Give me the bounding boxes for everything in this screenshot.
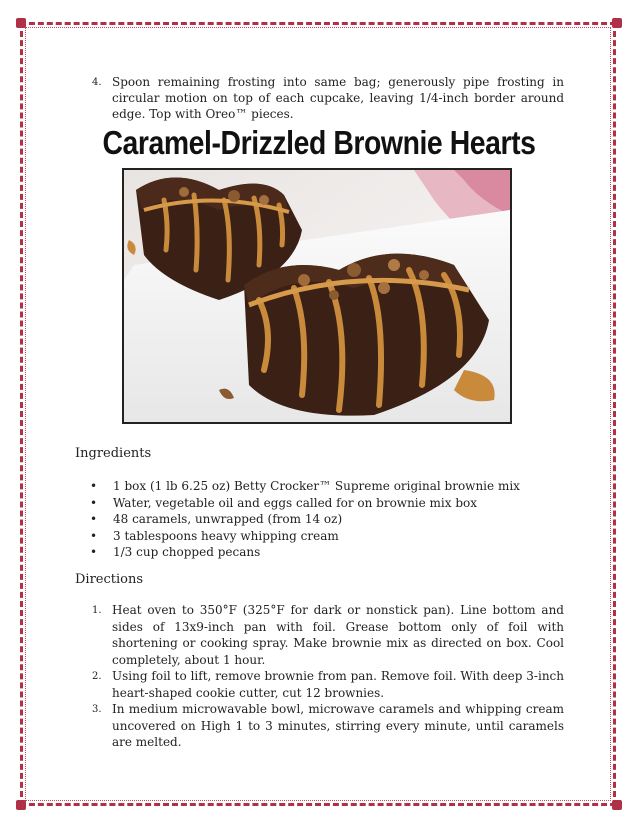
ingredient-item: • 3 tablespoons heavy whipping cream: [90, 528, 570, 545]
step-number: 2.: [92, 671, 102, 682]
recipe-title: Caramel-Drizzled Brownie Hearts: [102, 124, 536, 161]
step-text: In medium microwavable bowl, microwave caramels and whipping cream uncovered on High 1 to 3 minutes, stirring every minute, until caramels are melted.: [112, 702, 564, 749]
recipe-photo: [122, 168, 512, 424]
border-corner-ornament: [612, 18, 622, 28]
ingredient-list: [90, 478, 570, 561]
ingredient-item: • 1/3 cup chopped pecans: [90, 544, 570, 561]
ingredient-item: • Water, vegetable oil and eggs called for on brownie mix box: [90, 495, 570, 512]
step-number: 3.: [92, 704, 102, 715]
border-corner-ornament: [612, 800, 622, 810]
step-text: Spoon remaining frosting into same bag; generously pipe frosting in circular motion on top of each cupcake, leaving 1/4-inch border around edge. Top with Oreo™ pieces.: [112, 75, 564, 121]
continued-step-list: [92, 74, 564, 122]
ingredient-item: • 48 caramels, unwrapped (from 14 oz): [90, 511, 570, 528]
continued-step: [92, 74, 564, 122]
ingredient-item: • 1 box (1 lb 6.25 oz) Betty Crocker™ Supreme original brownie mix: [90, 478, 570, 495]
direction-step: [92, 602, 564, 668]
ingredients-heading: Ingredients: [75, 446, 152, 461]
step-number: 4.: [92, 77, 102, 88]
step-text: Using foil to lift, remove brownie from pan. Remove foil. With deep 3-inch heart-shaped cookie cutter, cut 12 brownies.: [112, 669, 564, 700]
step-number: 1.: [92, 605, 102, 616]
step-text: Heat oven to 350°F (325°F for dark or nonstick pan). Line bottom and sides of 13x9-inch pan with foil. Grease bottom only of foil with shortening or cooking spray. Make brownie mix as directed on box. Cool completely, about 1 hour.: [112, 603, 564, 667]
border-corner-ornament: [16, 800, 26, 810]
border-corner-ornament: [16, 18, 26, 28]
directions-heading: Directions: [75, 572, 144, 587]
direction-list: [92, 602, 564, 751]
direction-step: [92, 668, 564, 701]
direction-step: [92, 701, 564, 751]
